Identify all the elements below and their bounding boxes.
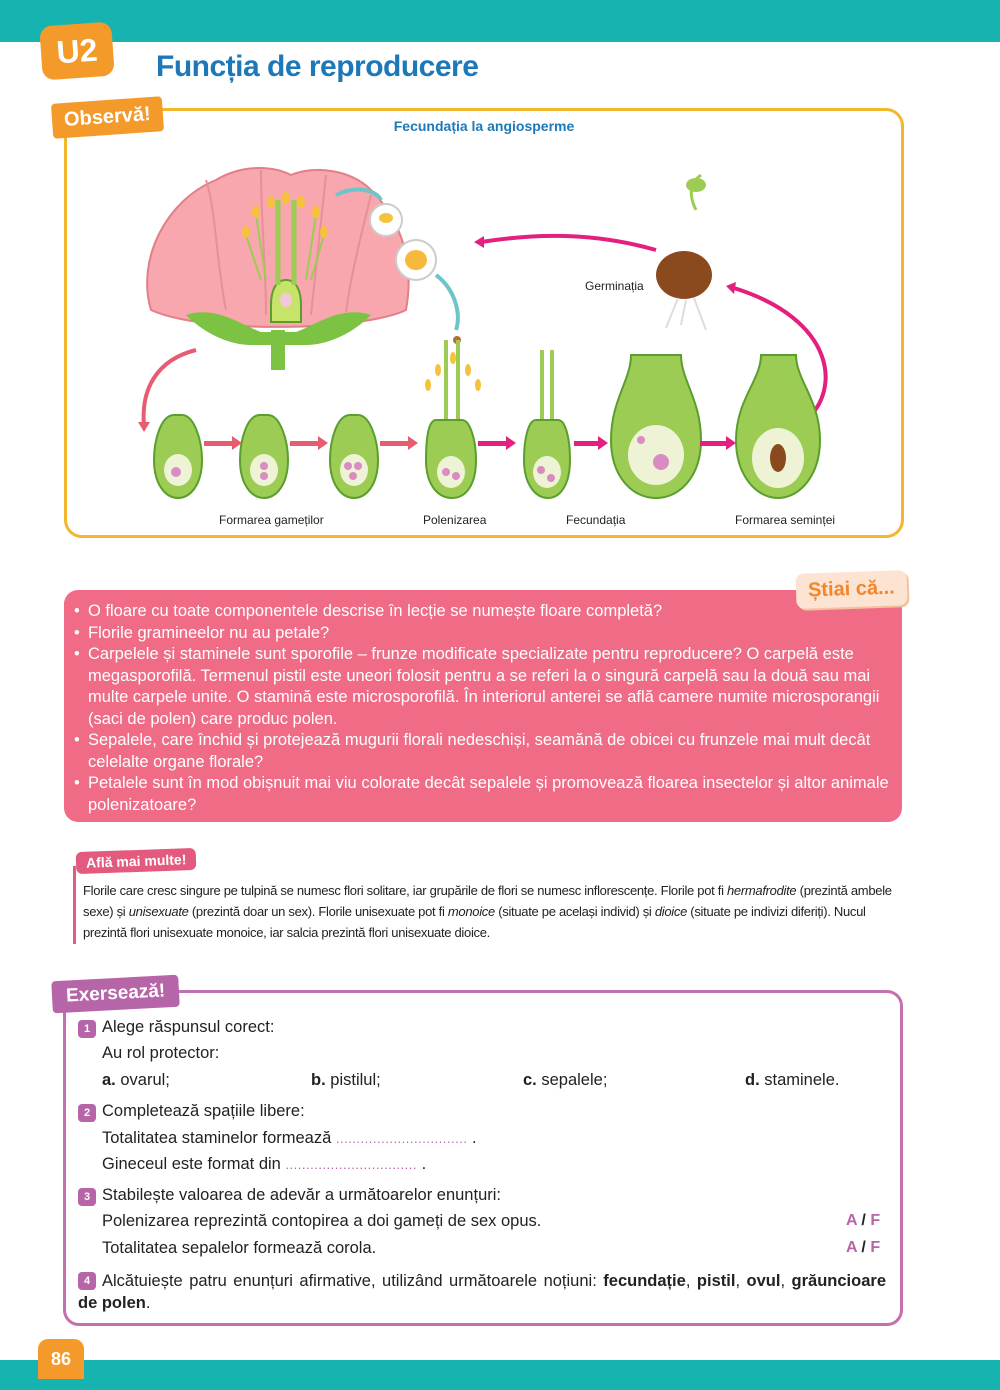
exercise-tag: Exersează! (51, 975, 180, 1014)
did-you-know-tag: Știai că... (795, 570, 907, 609)
blank-field-1[interactable]: ................................ (335, 1131, 468, 1146)
bottom-band (0, 1360, 1000, 1390)
ovule-stage-fertilization (524, 350, 570, 498)
ovule-stage-1 (154, 415, 202, 498)
observe-tag: Observă! (51, 96, 164, 139)
q1-prompt: Alege răspunsul corect: (102, 1018, 275, 1036)
germination-seedling (656, 175, 712, 330)
learn-more-rule (73, 866, 76, 944)
ovule-stage-2 (240, 415, 288, 498)
learn-more-tag: Află mai multe! (76, 848, 197, 874)
top-band (0, 0, 1000, 42)
stage-label-pollination: Polenizarea (423, 513, 487, 527)
q2-line-1: Totalitatea staminelor formează ................................ . (102, 1129, 477, 1147)
q3-true-false-2[interactable]: A / F (846, 1239, 881, 1256)
q1-option-c[interactable]: c. sepalele; (523, 1071, 608, 1089)
list-item: • Sepalele, care închid și protejează mugurii florali nedeschiși, seamănă de obicei cu frunzele mai mult decât celelalte organe florale? (74, 730, 904, 773)
ovule-stage-3 (330, 415, 378, 498)
page-number: 86 (38, 1339, 84, 1379)
blank-field-2[interactable]: ................................ (285, 1157, 418, 1172)
unit-badge: U2 (39, 22, 115, 81)
q1-option-a[interactable]: a. ovarul; (102, 1071, 170, 1089)
q3-statement-1: Polenizarea reprezintă contopirea a doi gameți de sex opus. (102, 1212, 542, 1230)
q2-prompt: Completează spațiile libere: (102, 1102, 305, 1120)
q3-true-false-1[interactable]: A / F (846, 1212, 881, 1229)
germination-label: Germinația (585, 279, 644, 293)
stage-label-gametes: Formarea gameților (219, 513, 324, 527)
exercise-number-3: 3 (78, 1188, 96, 1206)
fertilization-diagram (66, 140, 902, 510)
ovule-stage-zygote (611, 355, 701, 498)
exercise-number-4: 4 (78, 1272, 96, 1290)
exercise-number-2: 2 (78, 1104, 96, 1122)
q3-prompt: Stabilește valoarea de adevăr a următoarelor enunțuri: (102, 1186, 501, 1204)
q4-text: Alcătuiește patru enunțuri afirmative, utilizând următoarele noțiuni: fecundație, pistil, ovul, grăuncioare de polen. (78, 1272, 886, 1312)
list-item: • O floare cu toate componentele descrise în lecție se numește floare completă? (74, 601, 904, 623)
page-title: Funcția de reproducere (156, 50, 479, 83)
list-item: • Carpelele și staminele sunt sporofile – frunze modificate specializate pentru reproducere? O carpelă este megasporofilă. Termenul pistil este uneori folosit pentru a se referi la o singură carpelă sau la două sau mai multe carpele unite. O stamină este microsporofilă. În interiorul anterei se află camere numite microsporangii (saci de polen) care produc polen. (74, 644, 904, 730)
stage-label-seed: Formarea seminței (735, 513, 836, 527)
ovule-stage-pollination (425, 340, 481, 498)
q2-line-2: Gineceul este format din ................................ . (102, 1155, 427, 1173)
q1-option-d[interactable]: d. staminele. (745, 1071, 840, 1089)
q3-statement-2: Totalitatea sepalelor formează corola. (102, 1239, 377, 1257)
exercise-number-1: 1 (78, 1020, 96, 1038)
did-you-know-list (74, 601, 904, 816)
learn-more-text: Florile care cresc singure pe tulpină se numesc flori solitare, iar grupările de flori se numesc inflorescențe. Florile pot fi hermafrodite (prezintă ambele sexe) și unisexuate (prezintă doar un sex). Florile unisexuate pot fi monoice (situate pe același individ) și dioice (situate pe indivizi diferiți). Nucul prezintă flori unisexuate monoice, iar salcia prezintă flori unisexuate dioice. (83, 883, 892, 940)
list-item: • Petalele sunt în mod obișnuit mai viu colorate decât sepalele și promovează floarea insectelor și altor animale polenizatoare? (74, 773, 904, 816)
stage-label-fertilization: Fecundația (566, 513, 626, 527)
ovule-stage-seed (736, 355, 820, 498)
q1-option-b[interactable]: b. pistilul; (311, 1071, 381, 1089)
q1-stem: Au rol protector: (102, 1044, 220, 1062)
diagram-title: Fecundația la angiosperme (393, 118, 575, 134)
flower-illustration (147, 168, 409, 370)
list-item: • Florile gramineelor nu au petale? (74, 623, 904, 645)
